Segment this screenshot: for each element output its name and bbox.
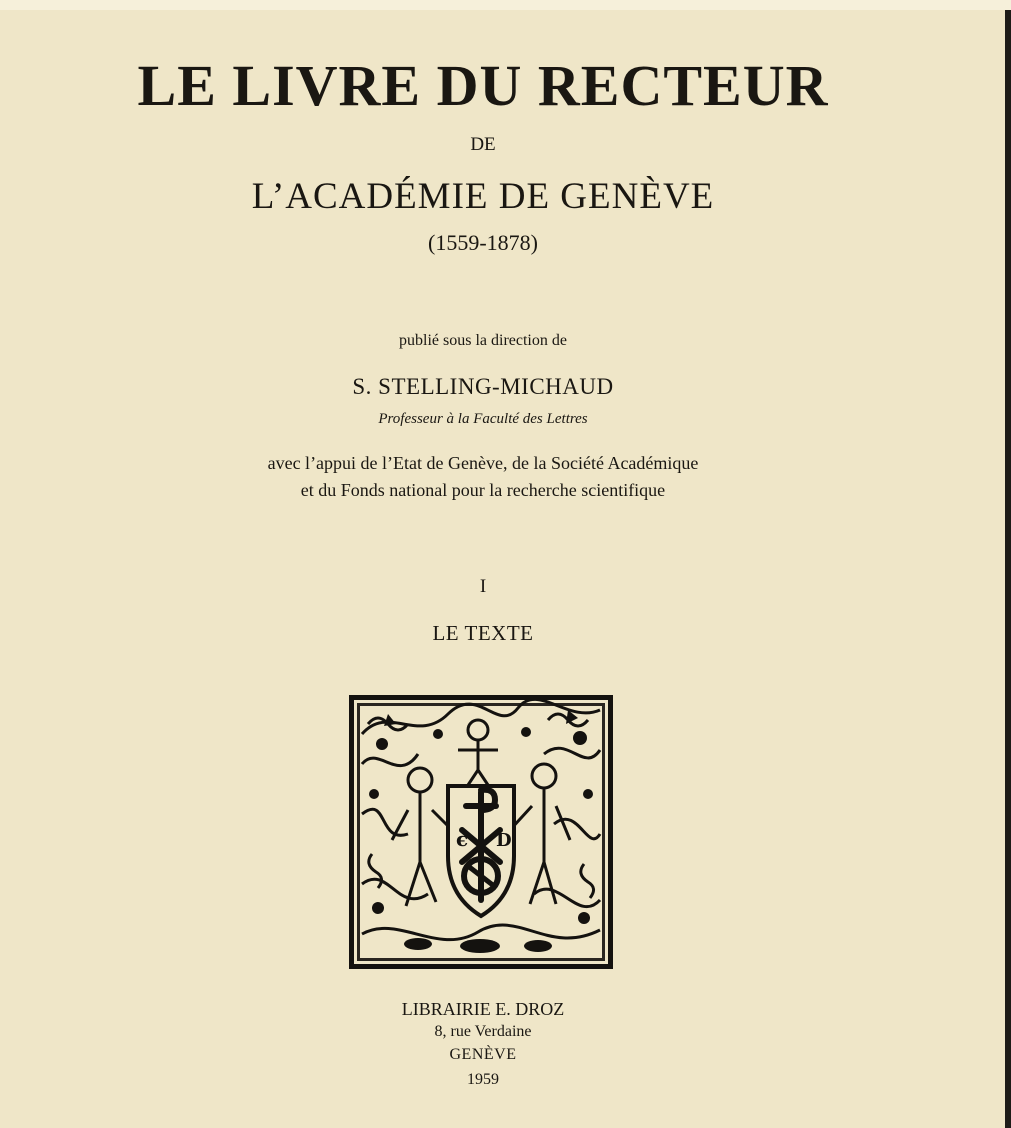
top-margin-strip [0,0,1011,10]
editor-name: S. STELLING-MICHAUD [352,374,614,399]
support-line-2: et du Fonds national pour la recherche scientifique [300,480,666,500]
publisher-name: LIBRAIRIE E. DROZ [401,999,565,1019]
support-line-1: avec l’appui de l’Etat de Genève, de la Société Académique [267,453,699,473]
direction-text: publié sous la direction de [399,332,567,349]
title-connector: DE [470,134,496,155]
date-range: (1559-1878) [428,230,538,255]
svg-text:ϵ: ϵ [456,827,469,851]
volume-number: I [479,576,487,597]
publisher-address: 8, rue Verdaine [434,1023,532,1040]
book-subtitle: L’ACADÉMIE DE GENÈVE [251,176,715,217]
svg-text:D: D [496,830,512,851]
publication-year: 1959 [467,1071,499,1088]
editor-title: Professeur à la Faculté des Lettres [378,411,588,427]
page-edge-shadow [1005,10,1011,1128]
book-title: LE LIVRE DU RECTEUR [137,53,829,118]
printer-mark-woodcut-icon [348,694,614,970]
volume-title: LE TEXTE [432,621,534,645]
publisher-city: GENÈVE [449,1046,517,1063]
